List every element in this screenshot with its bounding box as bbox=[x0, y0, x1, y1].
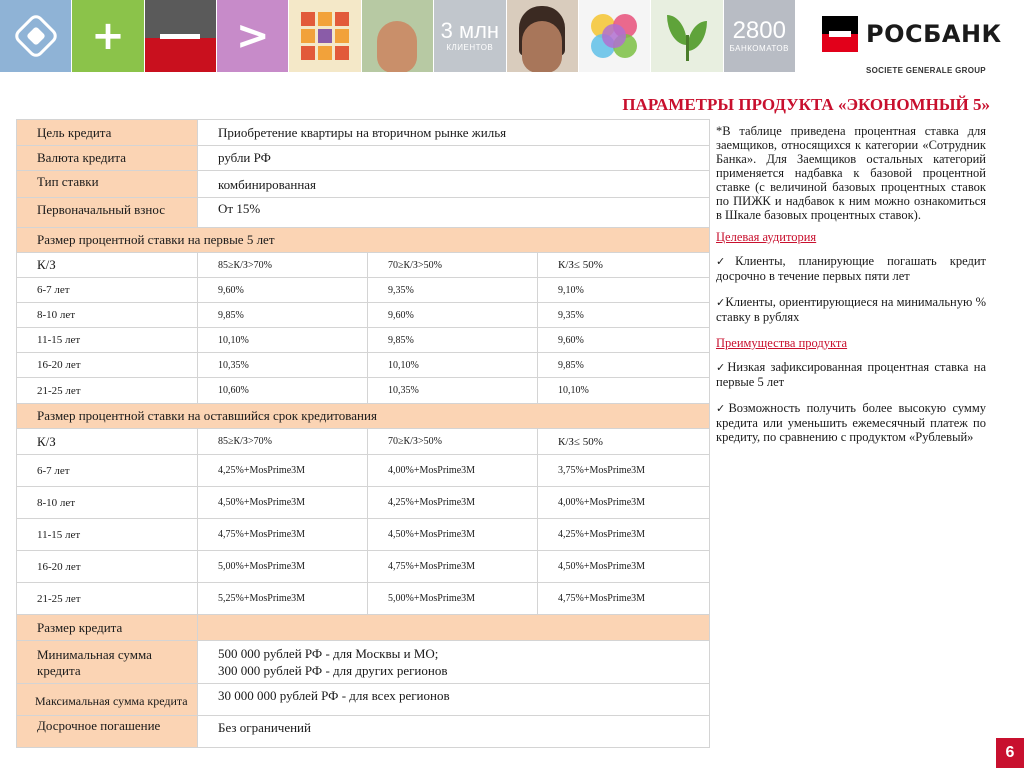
row-label: Тип ставки bbox=[17, 171, 198, 198]
table-row bbox=[17, 641, 710, 684]
list-item bbox=[716, 360, 986, 389]
rate-cell: 4,50%+MosPrime3M bbox=[368, 519, 538, 551]
section-title: Размер кредита bbox=[17, 615, 198, 641]
side-notes bbox=[716, 124, 986, 456]
term-cell: 21-25 лет bbox=[17, 583, 198, 615]
table-row bbox=[17, 120, 710, 146]
logo-name: РОСБАНК bbox=[866, 20, 1002, 48]
check-icon: ✓ bbox=[716, 361, 728, 374]
audience-heading: Целевая аудитория bbox=[716, 230, 817, 244]
circles-tile bbox=[579, 0, 650, 72]
rate-cell: 9,60% bbox=[538, 328, 710, 353]
advantage-item: Возможность получить более высокую сумму кредита или уменьшить ежемесячный платеж по кредиту, по сравнению с продуктом «Рублевый» bbox=[716, 401, 986, 444]
table-row bbox=[17, 198, 710, 228]
table-row bbox=[17, 303, 710, 328]
list-item bbox=[716, 254, 986, 283]
row-value: комбинированная bbox=[198, 171, 710, 198]
rate-cell: 4,00%+MosPrime3M bbox=[368, 455, 538, 487]
converging-arrows-icon bbox=[301, 12, 349, 60]
min-amount-moscow: 500 000 рублей РФ - для Москвы и МО; bbox=[218, 646, 439, 661]
term-cell: 6-7 лет bbox=[17, 455, 198, 487]
rate-cell: 4,00%+MosPrime3M bbox=[538, 487, 710, 519]
logo-group: SOCIETE GENERALE GROUP bbox=[866, 66, 986, 75]
check-icon: ✓ bbox=[716, 255, 736, 268]
table-row bbox=[17, 253, 710, 278]
ltv-label: К/З bbox=[17, 429, 198, 455]
sprout-icon bbox=[665, 11, 709, 61]
row-label: Минимальная сумма кредита bbox=[17, 641, 198, 684]
footnote: *В таблице приведена процентная ставка для заемщиков, относящихся к категории «Сотрудник Банка». Для Заемщиков остальных категорий применяется надбавка к базовой процентной ставке (с величиной базовых процентных ставок по ПИЖК и надбавок к ним можно ознакомиться в Шкале базовых процентных ставок). bbox=[716, 124, 986, 222]
table-row bbox=[17, 429, 710, 455]
row-label: Валюта кредита bbox=[17, 146, 198, 171]
rosbank-logo bbox=[822, 16, 1002, 52]
term-cell: 16-20 лет bbox=[17, 551, 198, 583]
rate-cell: 5,00%+MosPrime3M bbox=[198, 551, 368, 583]
minus-icon bbox=[160, 34, 200, 39]
ltv-col-header: 70≥К/З>50% bbox=[368, 253, 538, 278]
minus-tile bbox=[145, 0, 216, 72]
sprout-tile bbox=[651, 0, 722, 72]
man-photo bbox=[377, 21, 417, 72]
ltv-col-header: 85≥К/З>70% bbox=[198, 253, 368, 278]
row-value: 30 000 000 рублей РФ - для всех регионов bbox=[198, 684, 710, 716]
rate-cell: 9,85% bbox=[198, 303, 368, 328]
ltv-label: К/З bbox=[17, 253, 198, 278]
section-header bbox=[17, 404, 710, 429]
rate-cell: 4,25%+MosPrime3M bbox=[198, 455, 368, 487]
table-row bbox=[17, 378, 710, 404]
woman-photo bbox=[522, 21, 562, 72]
rate-cell: 4,75%+MosPrime3M bbox=[198, 519, 368, 551]
rate-cell: 4,25%+MosPrime3M bbox=[538, 519, 710, 551]
min-amount-regions: 300 000 рублей РФ - для других регионов bbox=[218, 663, 448, 678]
row-label: Цель кредита bbox=[17, 120, 198, 146]
plus-icon: + bbox=[91, 13, 125, 59]
clients-label: КЛИЕНТОВ bbox=[446, 43, 494, 52]
rosbank-logo-icon bbox=[822, 16, 858, 52]
rate-cell: 9,60% bbox=[368, 303, 538, 328]
table-row bbox=[17, 455, 710, 487]
table-row bbox=[17, 328, 710, 353]
rate-cell: 5,00%+MosPrime3M bbox=[368, 583, 538, 615]
table-row bbox=[17, 171, 710, 198]
table-row bbox=[17, 551, 710, 583]
term-cell: 8-10 лет bbox=[17, 303, 198, 328]
row-value: Без ограничений bbox=[198, 716, 710, 748]
rate-cell: 10,10% bbox=[368, 353, 538, 378]
term-cell: 21-25 лет bbox=[17, 378, 198, 404]
rate-cell: 5,25%+MosPrime3M bbox=[198, 583, 368, 615]
clients-tile bbox=[434, 0, 505, 72]
table-row bbox=[17, 583, 710, 615]
rate-cell: 9,60% bbox=[198, 278, 368, 303]
clients-count: 3 млн bbox=[440, 18, 500, 43]
row-value: От 15% bbox=[198, 198, 710, 228]
rate-cell: 3,75%+MosPrime3M bbox=[538, 455, 710, 487]
rate-cell: 4,50%+MosPrime3M bbox=[538, 551, 710, 583]
section-title: Размер процентной ставки на оставшийся срок кредитования bbox=[17, 404, 710, 429]
arrow-tile bbox=[217, 0, 288, 72]
chevron-right-icon: > bbox=[236, 13, 270, 59]
bank-emblem-icon bbox=[12, 12, 60, 60]
term-cell: 11-15 лет bbox=[17, 519, 198, 551]
table-row bbox=[17, 353, 710, 378]
rate-cell: 4,75%+MosPrime3M bbox=[368, 551, 538, 583]
term-cell: 6-7 лет bbox=[17, 278, 198, 303]
arrows-in-tile bbox=[289, 0, 360, 72]
header-banner bbox=[0, 0, 796, 74]
table-row bbox=[17, 278, 710, 303]
term-cell: 16-20 лет bbox=[17, 353, 198, 378]
rate-cell: 9,35% bbox=[368, 278, 538, 303]
section-header bbox=[17, 615, 710, 641]
ltv-col-header: К/З≤ 50% bbox=[538, 429, 710, 455]
section-header bbox=[17, 228, 710, 253]
atm-tile bbox=[724, 0, 795, 72]
rate-cell: 10,60% bbox=[198, 378, 368, 404]
row-label: Досрочное погашение bbox=[17, 716, 198, 748]
table-row bbox=[17, 146, 710, 171]
audience-item: Клиенты, планирующие погашать кредит досрочно в течение первых пяти лет bbox=[716, 254, 986, 283]
rate-cell: 10,35% bbox=[368, 378, 538, 404]
atm-count: 2800 bbox=[732, 17, 786, 44]
rate-cell: 9,10% bbox=[538, 278, 710, 303]
table-row bbox=[17, 684, 710, 716]
section-title: Размер процентной ставки на первые 5 лет bbox=[17, 228, 710, 253]
advantages-heading: Преимущества продукта bbox=[716, 336, 848, 350]
rate-cell: 4,50%+MosPrime3M bbox=[198, 487, 368, 519]
term-cell: 11-15 лет bbox=[17, 328, 198, 353]
atm-label: БАНКОМАТОВ bbox=[729, 44, 789, 53]
check-icon: ✓ bbox=[716, 402, 729, 415]
row-label: Первоначальный взнос bbox=[17, 198, 198, 228]
page-title: ПАРАМЕТРЫ ПРОДУКТА «ЭКОНОМНЫЙ 5» bbox=[622, 95, 990, 114]
ltv-col-header: К/З≤ 50% bbox=[538, 253, 710, 278]
page-number: 6 bbox=[996, 738, 1024, 768]
rate-cell: 10,10% bbox=[198, 328, 368, 353]
row-value: рубли РФ bbox=[198, 146, 710, 171]
table-row bbox=[17, 487, 710, 519]
row-value: Приобретение квартиры на вторичном рынке жилья bbox=[198, 120, 710, 146]
advantage-item: Низкая зафиксированная процентная ставка на первые 5 лет bbox=[716, 360, 986, 389]
rate-cell: 9,85% bbox=[538, 353, 710, 378]
man-photo-tile bbox=[362, 0, 433, 72]
list-item bbox=[716, 295, 986, 324]
ltv-col-header: 85≥К/З>70% bbox=[198, 429, 368, 455]
rate-cell: 4,75%+MosPrime3M bbox=[538, 583, 710, 615]
table-row bbox=[17, 519, 710, 551]
bank-badge-tile bbox=[0, 0, 71, 72]
product-parameters-table bbox=[16, 119, 710, 748]
list-item bbox=[716, 401, 986, 444]
rate-cell: 10,35% bbox=[198, 353, 368, 378]
rate-cell: 9,35% bbox=[538, 303, 710, 328]
audience-item: Клиенты, ориентирующиеся на минимальную % ставку в рублях bbox=[716, 295, 987, 324]
rate-cell: 4,25%+MosPrime3M bbox=[368, 487, 538, 519]
rate-cell: 10,10% bbox=[538, 378, 710, 404]
table-row bbox=[17, 716, 710, 748]
ltv-col-header: 70≥К/З>50% bbox=[368, 429, 538, 455]
row-value bbox=[198, 641, 710, 684]
color-circles-icon bbox=[589, 10, 641, 62]
row-label: Максимальная сумма кредита bbox=[17, 684, 198, 716]
plus-tile bbox=[72, 0, 143, 72]
woman-photo-tile bbox=[507, 0, 578, 72]
check-icon: ✓ bbox=[716, 296, 726, 309]
rate-cell: 9,85% bbox=[368, 328, 538, 353]
term-cell: 8-10 лет bbox=[17, 487, 198, 519]
